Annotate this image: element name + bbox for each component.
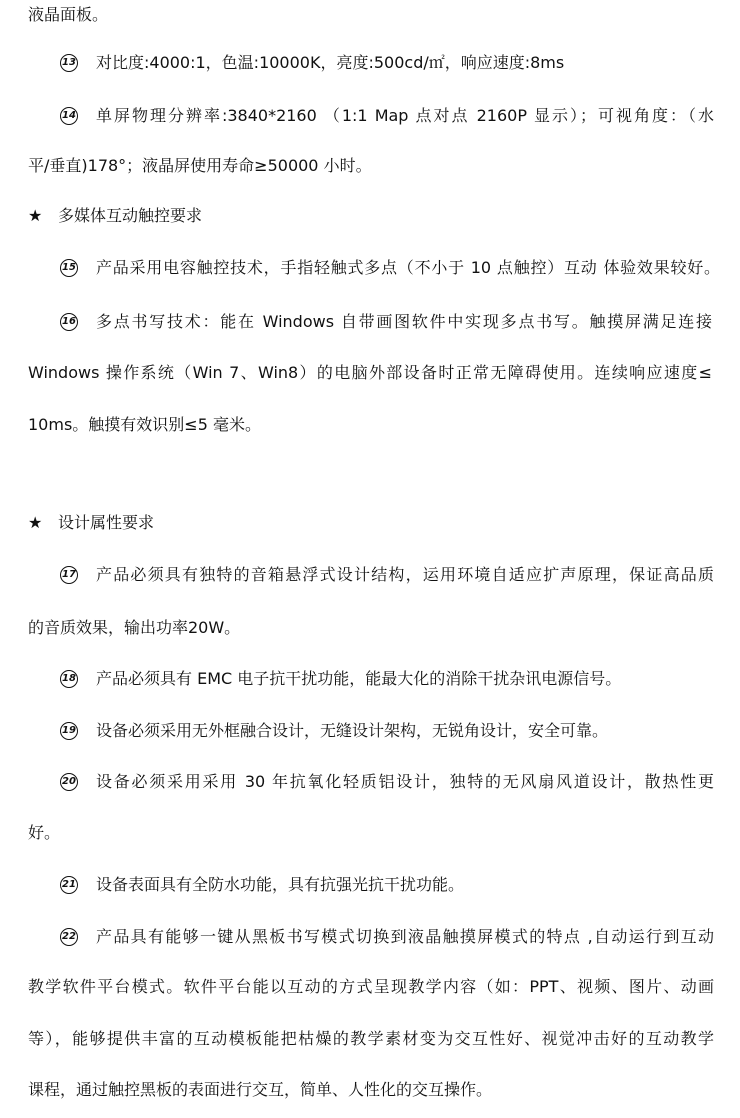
body-text: 液晶面板。 — [28, 5, 109, 24]
section-heading — [0, 201, 740, 231]
paragraph-line — [0, 410, 740, 440]
paragraph-line — [0, 818, 740, 848]
body-text: 课程，通过触控黑板的表面进行交互，简单、人性化的交互操作。 — [28, 1080, 493, 1099]
body-text: 产品必须具有独特的音箱悬浮式设计结构，运用环境自适应扩声原理，保证高品质 — [96, 565, 714, 584]
heading-text: 多媒体互动触控要求 — [58, 206, 203, 225]
circled-number-icon: 21 — [60, 876, 78, 894]
numbered-item — [0, 307, 740, 337]
circled-number-icon: 13 — [60, 54, 78, 72]
star-bullet-icon: ★ — [28, 513, 43, 532]
body-text: 设备必须采用采用 30 年抗氧化轻质铝设计，独特的无风扇风道设计，散热性更 — [96, 772, 714, 791]
numbered-item — [0, 253, 740, 283]
body-text: 产品采用电容触控技术，手指轻触式多点（不小于 10 点触控）互动 体验效果较好。 — [96, 258, 720, 277]
circled-number-icon: 19 — [60, 722, 78, 740]
paragraph-line — [0, 0, 740, 30]
body-text: 教学软件平台模式。软件平台能以互动的方式呈现教学内容（如：PPT、视频、图片、动画 — [28, 977, 714, 996]
numbered-item — [0, 870, 740, 900]
numbered-item — [0, 101, 740, 131]
numbered-item — [0, 767, 740, 797]
body-text: 好。 — [28, 823, 61, 842]
body-text: 产品必须具有 EMC 电子抗干扰功能，能最大化的消除干扰杂讯电源信号。 — [96, 669, 622, 688]
numbered-item — [0, 48, 740, 78]
body-text: 产品具有能够一键从黑板书写模式切换到液晶触摸屏模式的特点 ,自动运行到互动 — [96, 927, 714, 946]
circled-number-icon: 18 — [60, 670, 78, 688]
paragraph-line — [0, 613, 740, 643]
body-text: 等），能够提供丰富的互动模板能把枯燥的教学素材变为交互性好、视觉冲击好的互动教学 — [28, 1029, 714, 1048]
body-text: 平/垂直)178°；液晶屏使用寿命≥50000 小时。 — [28, 156, 372, 175]
paragraph-line — [0, 972, 740, 1002]
paragraph-line — [0, 1075, 740, 1105]
body-text: 10ms。触摸有效识别≤5 毫米。 — [28, 415, 261, 434]
circled-number-icon: 16 — [60, 313, 78, 331]
circled-number-icon: 22 — [60, 928, 78, 946]
paragraph-line — [0, 151, 740, 181]
numbered-item — [0, 922, 740, 952]
body-text: 对比度:4000:1，色温:10000K，亮度:500cd/㎡，响应速度:8ms — [96, 53, 565, 72]
body-text: 设备必须采用无外框融合设计，无缝设计架构，无锐角设计，安全可靠。 — [96, 721, 609, 740]
body-text: 的音质效果，输出功率20W。 — [28, 618, 241, 637]
numbered-item — [0, 664, 740, 694]
paragraph-line — [0, 1024, 740, 1054]
body-text: 多点书写技术：能在 Windows 自带画图软件中实现多点书写。触摸屏满足连接 — [96, 312, 712, 331]
star-bullet-icon: ★ — [28, 206, 43, 225]
body-text: 单屏物理分辨率:3840*2160 （1:1 Map 点对点 2160P 显示）；可视角度：（水 — [96, 106, 714, 125]
circled-number-icon: 14 — [60, 107, 78, 125]
section-heading — [0, 508, 740, 538]
numbered-item — [0, 716, 740, 746]
body-text: Windows 操作系统（Win 7、Win8）的电脑外部设备时正常无障碍使用。连续响应速度≤ — [28, 363, 712, 382]
circled-number-icon: 17 — [60, 566, 78, 584]
body-text: 设备表面具有全防水功能，具有抗强光抗干扰功能。 — [96, 875, 465, 894]
paragraph-line — [0, 358, 740, 388]
numbered-item — [0, 560, 740, 590]
circled-number-icon: 20 — [60, 773, 78, 791]
heading-text: 设计属性要求 — [58, 513, 155, 532]
circled-number-icon: 15 — [60, 259, 78, 277]
